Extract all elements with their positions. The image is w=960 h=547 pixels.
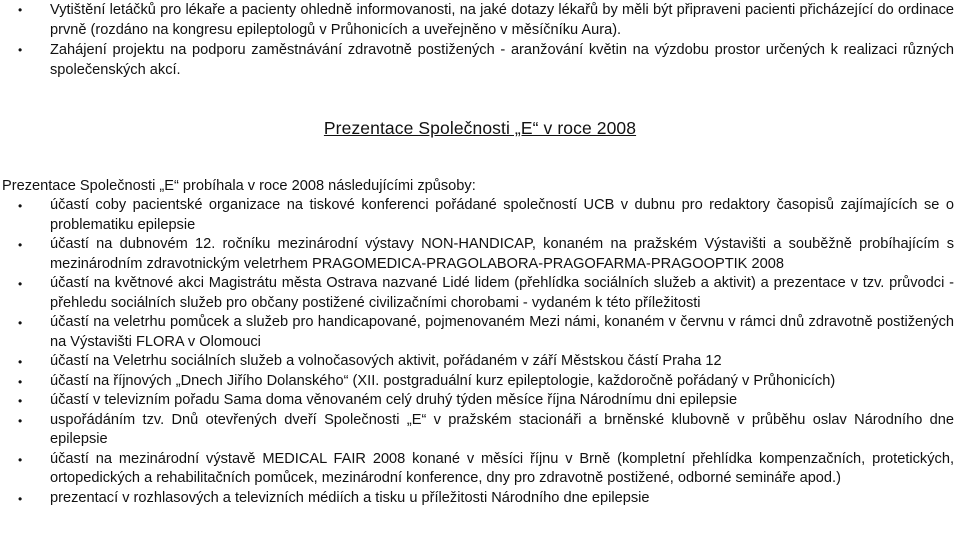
bullet-icon: •	[18, 3, 23, 17]
list-item	[14, 352, 954, 372]
list-item	[14, 235, 954, 274]
list-item	[14, 372, 954, 392]
list-item	[14, 450, 954, 489]
list-item	[14, 274, 954, 313]
bullet-icon: •	[18, 491, 23, 506]
bullet-icon: •	[18, 199, 23, 213]
top-bullet-list	[14, 0, 954, 80]
list-item-text: účastí na květnové akci Magistrátu města Ostrava nazvané Lidé lidem (přehlídka sociálních služeb a aktivit) a prezentace v tzv. průvodci - přehledu sociálních služeb pro občany postižené civilizačními chorobami - vydaném k této příležitosti	[50, 275, 954, 311]
bullet-icon: •	[18, 355, 23, 369]
list-item-text: účastí coby pacientské organizace na tiskové konferenci pořádané společností UCB v dubnu pro redaktory časopisů zajímajících se o problematiku epilepsie	[50, 197, 954, 233]
list-item-text: účastí na Veletrhu sociálních služeb a volnočasových aktivit, pořádaném v září Městskou částí Praha 12	[50, 353, 722, 369]
list-item	[14, 313, 954, 352]
list-item-text: účastí na veletrhu pomůcek a služeb pro handicapované, pojmenovaném Mezi námi, konaném v červnu v rámci dnů zdravotně postižených na Výstavišti FLORA v Olomouci	[50, 314, 954, 350]
list-item	[14, 411, 954, 450]
bullet-icon: •	[18, 452, 23, 467]
list-item	[14, 40, 954, 80]
bullet-icon: •	[18, 394, 23, 408]
intro-paragraph: Prezentace Společnosti „E“ probíhala v roce 2008 následujícími způsoby:	[2, 178, 476, 194]
section-heading: Prezentace Společnosti „E“ v roce 2008	[323, 118, 637, 138]
list-item	[14, 196, 954, 235]
bullet-icon: •	[18, 238, 23, 252]
list-item	[14, 0, 954, 40]
list-item	[14, 489, 954, 509]
presentation-list	[14, 196, 954, 508]
bullet-icon: •	[18, 316, 23, 330]
list-item-text: uspořádáním tzv. Dnů otevřených dveří Společnosti „E“ v pražském stacionáři a brněnské klubovně v průběhu oslav Národního dne epilepsie	[50, 411, 954, 447]
bullet-icon: •	[18, 43, 23, 57]
list-item-text: prezentací v rozhlasových a televizních médiích a tisku u příležitosti Národního dne epilepsie	[50, 489, 650, 506]
bullet-icon: •	[18, 374, 23, 389]
list-item-text: účastí na říjnových „Dnech Jiřího Dolanského“ (XII. postgraduální kurz epileptologie, každoročně pořádaný v Průhonicích)	[50, 372, 836, 389]
list-item-text: účastí na mezinárodní výstavě MEDICAL FAIR 2008 konané v měsíci říjnu v Brně (kompletní přehlídka kompenzačních, protetických, ortopedických a rehabilitačních pomůcek, mezinárodní konference, dny pro zdravotně postižené, odborné semináře apod.)	[50, 450, 954, 486]
bullet-icon: •	[18, 277, 23, 291]
list-item-text: Vytištění letáčků pro lékaře a pacienty ohledně informovanosti, na jaké dotazy lékařů by měli být připraveni pacienti přicházející do ordinace prvně (rozdáno na kongresu epileptologů v Průhonicích a uveřejněno v měsíčníku Aura).	[50, 2, 954, 38]
list-item-text: účastí v televizním pořadu Sama doma věnovaném celý druhý týden měsíce října Národnímu dni epilepsie	[50, 392, 738, 408]
bullet-icon: •	[18, 413, 23, 428]
list-item-text: účastí na dubnovém 12. ročníku mezinárodní výstavy NON-HANDICAP, konaném na pražském Výstavišti a souběžně probíhajícím s mezinárodním zdravotnickým veletrhem PRAGOMEDICA-PRAGOLABORA-PRAGOFARMA-PRAGOOPTIK 2008	[50, 236, 954, 272]
list-item	[14, 391, 954, 411]
list-item-text: Zahájení projektu na podporu zaměstnávání zdravotně postižených - aranžování květin na výzdobu prostor určených k realizaci různých společenských akcí.	[50, 42, 954, 78]
